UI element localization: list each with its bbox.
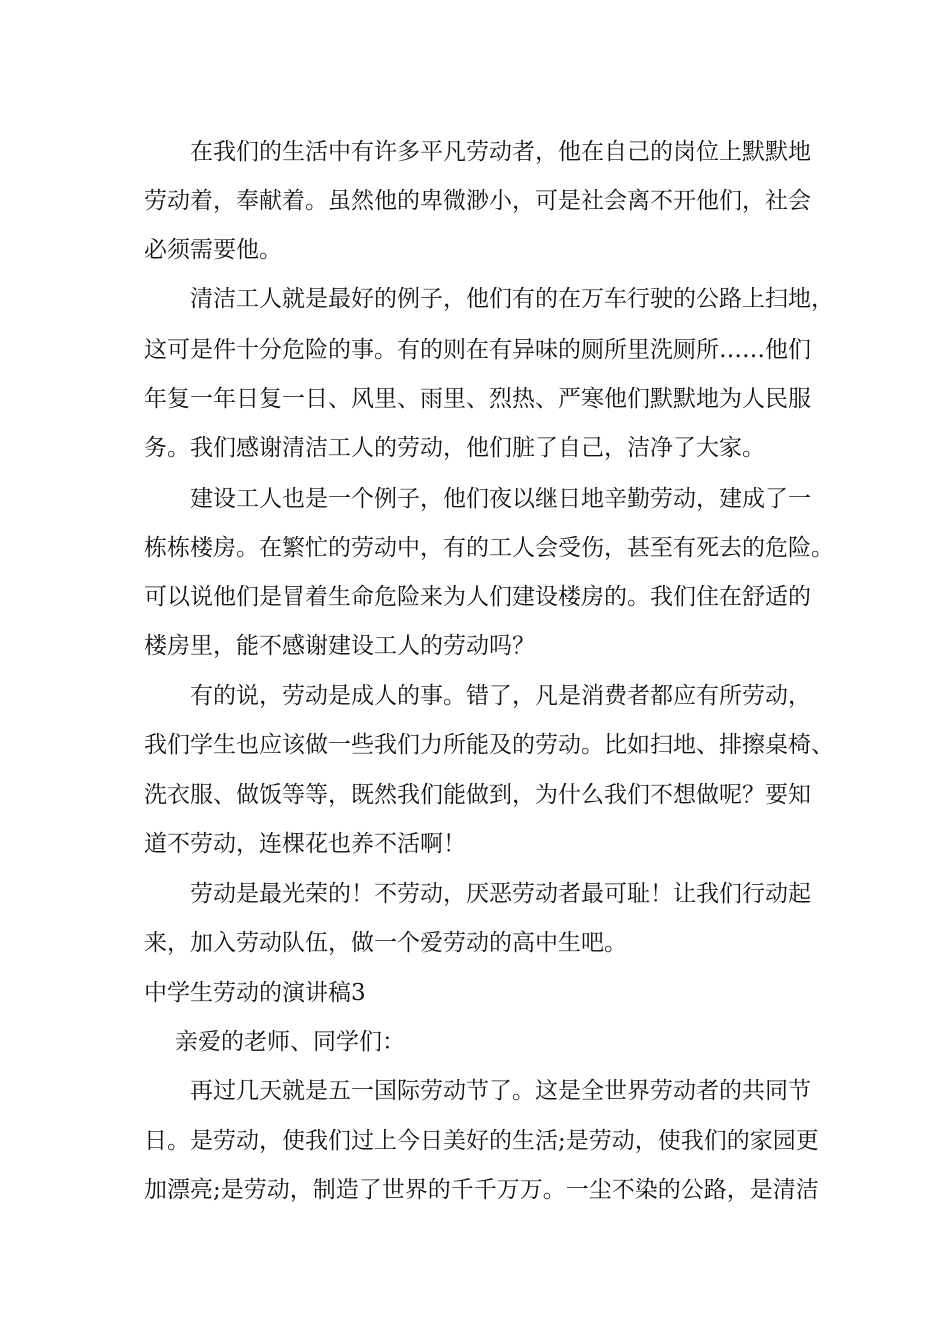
paragraph-line: 务。我们感谢清洁工人的劳动，他们脏了自己，洁净了大家。 — [144, 435, 765, 461]
paragraph-line: 再过几天就是五一国际劳动节了。这是全世界劳动者的共同节 — [190, 1078, 811, 1104]
paragraph-line: 必须需要他。 — [144, 237, 282, 263]
paragraph-line: 栋栋楼房。在繁忙的劳动中，有的工人会受伤，甚至有死去的危险。 — [144, 535, 834, 561]
paragraph-line: 道不劳动，连棵花也养不活啊！ — [144, 831, 466, 857]
paragraph-line: 楼房里，能不感谢建设工人的劳动吗？ — [144, 633, 535, 659]
paragraph-line: 洗衣服、做饭等等，既然我们能做到，为什么我们不想做呢？要知 — [144, 782, 811, 808]
paragraph-line: 有的说，劳动是成人的事。错了，凡是消费者都应有所劳动， — [190, 683, 811, 709]
section-heading: 中学生劳动的演讲稿3 — [144, 980, 366, 1006]
paragraph-line: 在我们的生活中有许多平凡劳动者，他在自己的岗位上默默地 — [190, 139, 811, 165]
paragraph-line: 年复一年日复一日、风里、雨里、烈热、严寒他们默默地为人民服 — [144, 386, 811, 412]
paragraph-line: 劳动着，奉献着。虽然他的卑微渺小，可是社会离不开他们，社会 — [144, 188, 811, 214]
paragraph-line: 来，加入劳动队伍，做一个爱劳动的高中生吧。 — [144, 930, 627, 956]
paragraph-line: 这可是件十分危险的事。有的则在有异味的厕所里洗厕所……他们 — [144, 337, 811, 363]
paragraph-line: 加漂亮;是劳动，制造了世界的千千万万。一尘不染的公路，是清洁 — [144, 1177, 819, 1203]
salutation: 亲爱的老师、同学们： — [175, 1029, 405, 1055]
paragraph-line: 建设工人也是一个例子，他们夜以继日地辛勤劳动，建成了一 — [190, 486, 811, 512]
paragraph-line: 我们学生也应该做一些我们力所能及的劳动。比如扫地、排擦桌椅、 — [144, 732, 834, 758]
paragraph-line: 劳动是最光荣的！不劳动，厌恶劳动者最可耻！让我们行动起 — [190, 881, 811, 907]
paragraph-line: 可以说他们是冒着生命危险来为人们建设楼房的。我们住在舒适的 — [144, 584, 811, 610]
paragraph-line: 日。是劳动，使我们过上今日美好的生活;是劳动，使我们的家园更 — [144, 1128, 819, 1154]
paragraph-line: 清洁工人就是最好的例子，他们有的在万车行驶的公路上扫地， — [190, 286, 834, 312]
